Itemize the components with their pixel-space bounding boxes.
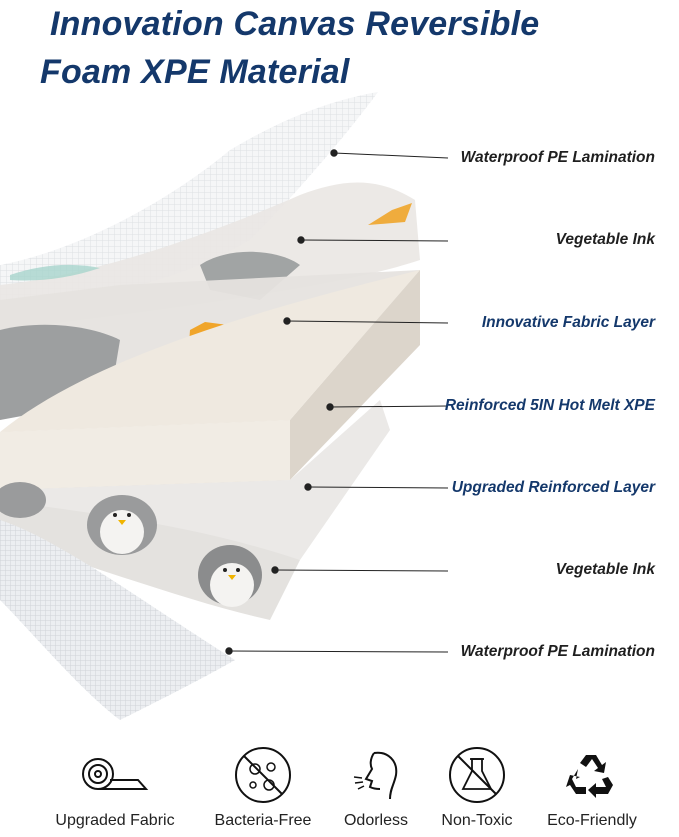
feature-row: [0, 740, 679, 837]
callout-label-2: Vegetable Ink: [555, 231, 655, 248]
callout-label-7: Waterproof PE Lamination: [460, 643, 655, 660]
feature-label: Odorless: [343, 812, 409, 829]
callout-label-5: Upgraded Reinforced Layer: [451, 479, 655, 496]
rolled-fabric-icon: [80, 752, 150, 798]
feature-label: Bacteria-Free: [214, 812, 312, 829]
no-chemical-flask-icon: [447, 745, 507, 805]
nose-face-icon: [346, 745, 406, 805]
callout-label-3: Innovative Fabric Layer: [481, 314, 655, 331]
recycle-icon: [566, 749, 618, 801]
feature-eco-friendly: [527, 740, 657, 830]
feature-bacteria-free: [198, 740, 328, 830]
callout-label-4: Reinforced 5IN Hot Melt XPE: [444, 397, 655, 414]
penguin-icon-1: [87, 495, 157, 555]
feature-label: Non-Toxic: [441, 812, 513, 829]
title-line-1: Innovation Canvas Reversible: [50, 5, 540, 43]
callout-label-1: Waterproof PE Lamination: [460, 149, 655, 166]
title-line-2: Foam XPE Material: [40, 53, 350, 91]
feature-upgraded-fabric: [50, 740, 180, 830]
feature-label: Upgraded Fabric: [55, 812, 175, 829]
feature-non-toxic: [412, 740, 542, 830]
callout-label-6: Vegetable Ink: [555, 561, 655, 578]
no-bacteria-icon: [233, 745, 293, 805]
feature-label: Eco-Friendly: [547, 812, 637, 829]
